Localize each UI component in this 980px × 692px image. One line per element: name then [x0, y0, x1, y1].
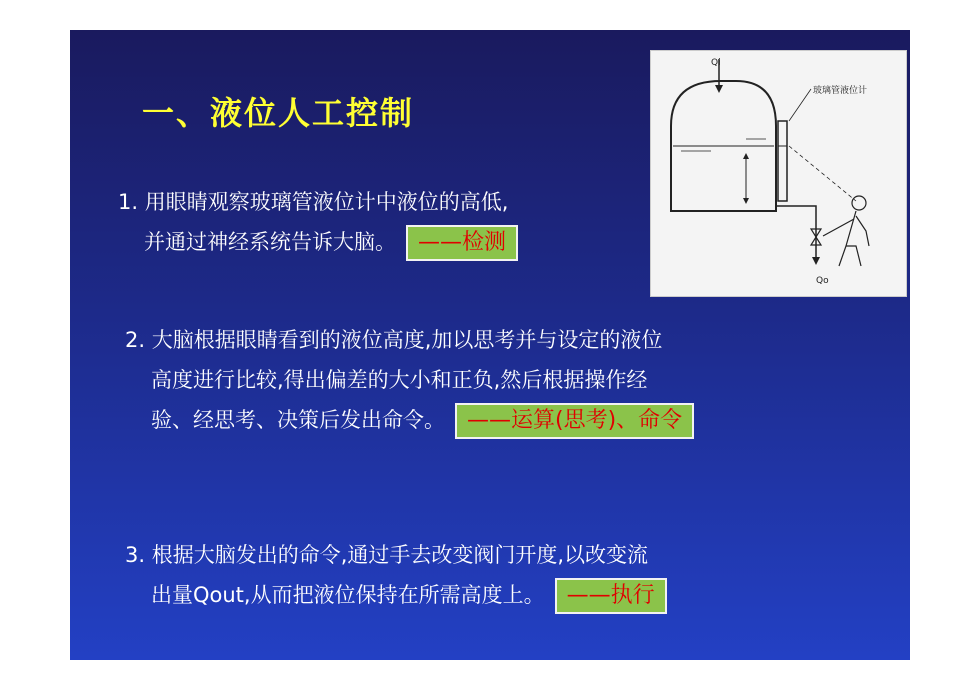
item-compute-line-3-row: [125, 400, 694, 440]
execute-tag: ——执行: [555, 578, 667, 614]
item-compute-line-3: 验、经思考、决策后发出命令。: [151, 408, 445, 432]
item-compute: [125, 320, 694, 440]
detect-tag: ——检测: [406, 225, 518, 261]
item-compute-line-1: 2. 大脑根据眼睛看到的液位高度,加以思考并与设定的液位: [125, 328, 663, 352]
operator-arm-2: [856, 216, 869, 246]
item-compute-line-2: 高度进行比较,得出偏差的大小和正负,然后根据操作经: [151, 368, 648, 392]
slide-background: [70, 30, 910, 660]
glass-gauge: [778, 121, 787, 201]
item-execute: [125, 535, 667, 615]
tank-diagram-drawing: [651, 51, 906, 296]
item-detect-line-1: 1. 用眼睛观察玻璃管液位计中液位的高低,: [118, 190, 509, 214]
item-execute-line-2-row: [125, 575, 667, 615]
gauge-label-leader: [789, 89, 811, 121]
item-detect: [118, 182, 518, 262]
sight-line: [789, 146, 856, 201]
item-detect-line-2: 并通过神经系统告诉大脑。: [144, 230, 396, 254]
slide-title: 一、液位人工控制: [142, 94, 415, 132]
outflow-pipe: [776, 206, 816, 261]
compute-tag: ——运算(思考)、命令: [455, 403, 694, 439]
item-detect-line-2-row: [118, 222, 518, 262]
tank-diagram: [650, 50, 907, 297]
item-execute-line-1: 3. 根据大脑发出的命令,通过手去改变阀门开度,以改变流: [125, 543, 649, 567]
outflow-arrow: [812, 257, 820, 265]
item-execute-line-2: 出量Qout,从而把液位保持在所需高度上。: [151, 583, 545, 607]
level-height-arrow-up: [743, 153, 749, 159]
operator-head: [852, 196, 866, 210]
inflow-arrow: [715, 85, 723, 93]
level-height-arrow-down: [743, 198, 749, 204]
inflow-label: Qi: [711, 58, 721, 68]
gauge-label: 玻璃管液位计: [813, 86, 868, 96]
outflow-label: Qo: [816, 276, 829, 286]
